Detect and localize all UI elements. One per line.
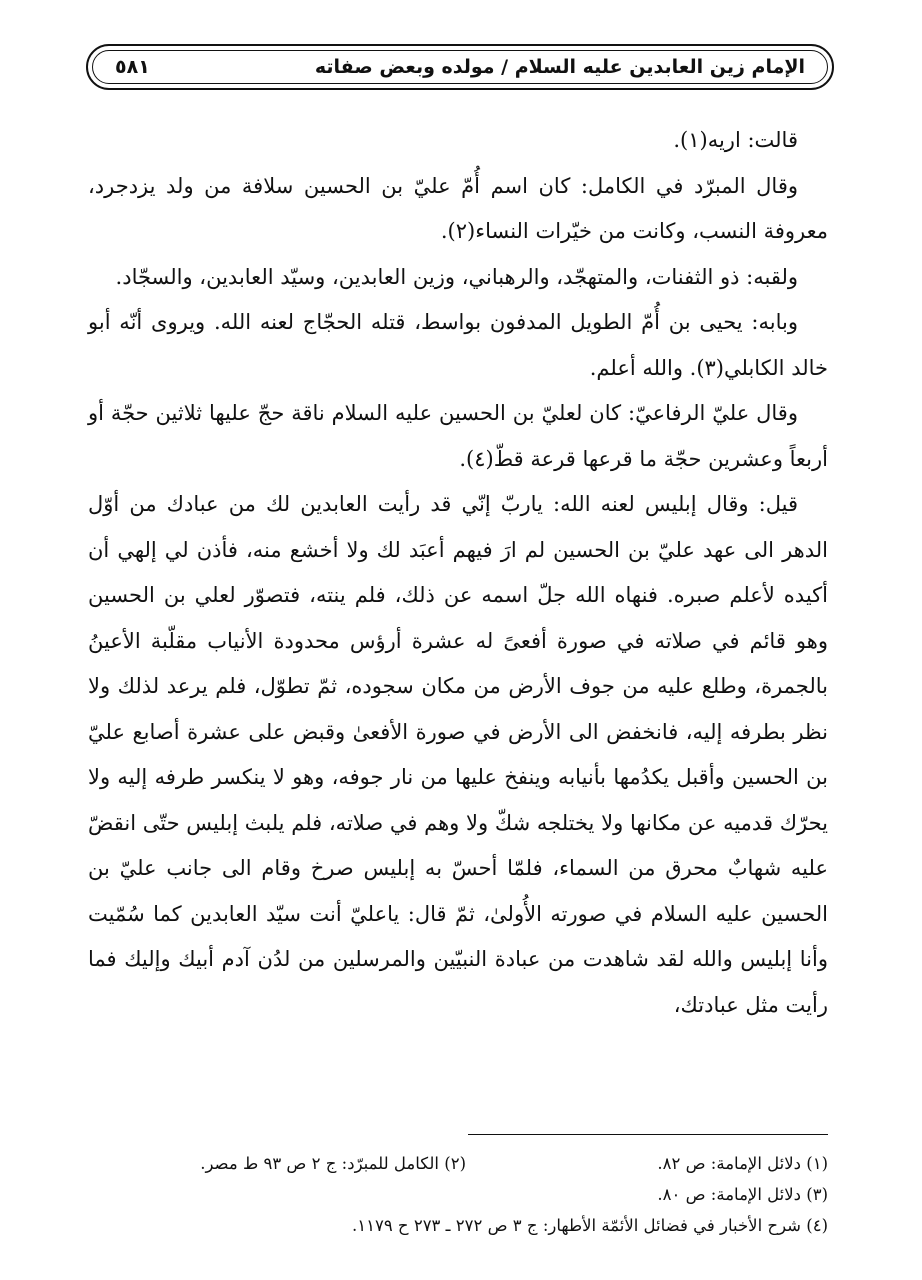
paragraph: وبابه: يحيى بن أُمّ الطويل المدفون بواسط، قتله الحجّاج لعنه الله. ويروى أنّه أبو خالد الكابلي(٣). والله أعلم. bbox=[88, 310, 828, 380]
paragraph: قيل: وقال إبليس لعنه الله: ياربّ إنّي قد رأيت العابدين لك من عبادك من أوّل الدهر الى عهد عليّ بن الحسين لم ارَ فيهم أعبَد لك ولا أخشع منه، فأذن لي إلهي أن أكيده لأعلم صبره. فنهاه الله جلّ اسمه عن ذلك، فلم ينته، فتصوّر لعلي بن الحسين وهو قائم في صلاته في صورة أفعىً له عشرة أرؤس محدودة الأنياب مقلّبة الأعينُ بالجمرة، وطلع عليه من جوف الأرض من مكان سجوده، ثمّ تطوّل، فلم يرعد لذلك ولا نظر بطرفه إليه، فانخفض الى الأرض في صورة الأفعىٰ وقبض على عشرة أصابع عليّ بن الحسين وأقبل يكدُمها بأنيابه وينفخ عليها من نار جوفه، وهو لا ينكسر طرفه إليه ولا يحرّك قدميه عن مكانها ولا يختلجه شكّ ولا وهم في صلاته، فلم يلبث إبليس حتّى انقضّ عليه شهابٌ محرق من السماء، فلمّا أحسّ به إبليس صرخ وقام الى جانب عليّ بن الحسين عليه السلام في صورته الأُولىٰ، ثمّ قال: ياعليّ أنت سيّد العابدين كما سُمّيت وأنا إبليس والله لقد شاهدت من عبادة النبيّين والمرسلين من لدُن آدم أبيك وإليك فما رأيت مثل عبادتك، bbox=[88, 492, 828, 1017]
main-text bbox=[88, 118, 828, 1028]
paragraph: قالت: اريه(١). bbox=[673, 128, 798, 152]
footnote-divider bbox=[468, 1134, 828, 1135]
paragraph: ولقبه: ذو الثفنات، والمتهجّد، والرهباني، وزين العابدين، وسيّد العابدين، والسجّاد. bbox=[115, 264, 798, 289]
footnotes bbox=[88, 1148, 828, 1241]
footnote-2: (٢) الكامل للمبرّد: ج ٢ ص ٩٣ ط مصر. bbox=[200, 1154, 466, 1173]
footnote-3: (٣) دلائل الإمامة: ص ٨٠. bbox=[657, 1185, 828, 1204]
running-header-inner bbox=[92, 50, 828, 84]
page-number: ٥٨١ bbox=[115, 56, 150, 78]
footnote-row bbox=[88, 1148, 828, 1179]
footnote-1: (١) دلائل الإمامة: ص ٨٢. bbox=[657, 1154, 828, 1173]
header-title: الإمام زين العابدين عليه السلام / مولده وبعض صفاته bbox=[314, 56, 805, 78]
paragraph: وقال عليّ الرفاعيّ: كان لعليّ بن الحسين عليه السلام ناقة حجّ عليها ثلاثين حجّة أو أربعاً وعشرين حجّة ما قرعها قرعة قطّ(٤). bbox=[88, 401, 828, 471]
running-header bbox=[86, 44, 834, 90]
paragraph: وقال المبرّد في الكامل: كان اسم أُمّ عليّ بن الحسين سلافة من ولد يزدجرد، معروفة النسب، وكانت من خيّرات النساء(٢). bbox=[88, 173, 828, 243]
footnote-4: (٤) شرح الأخبار في فضائل الأئمّة الأطهار: ج ٣ ص ٢٧٢ ـ ٢٧٣ ح ١١٧٩. bbox=[351, 1216, 828, 1235]
